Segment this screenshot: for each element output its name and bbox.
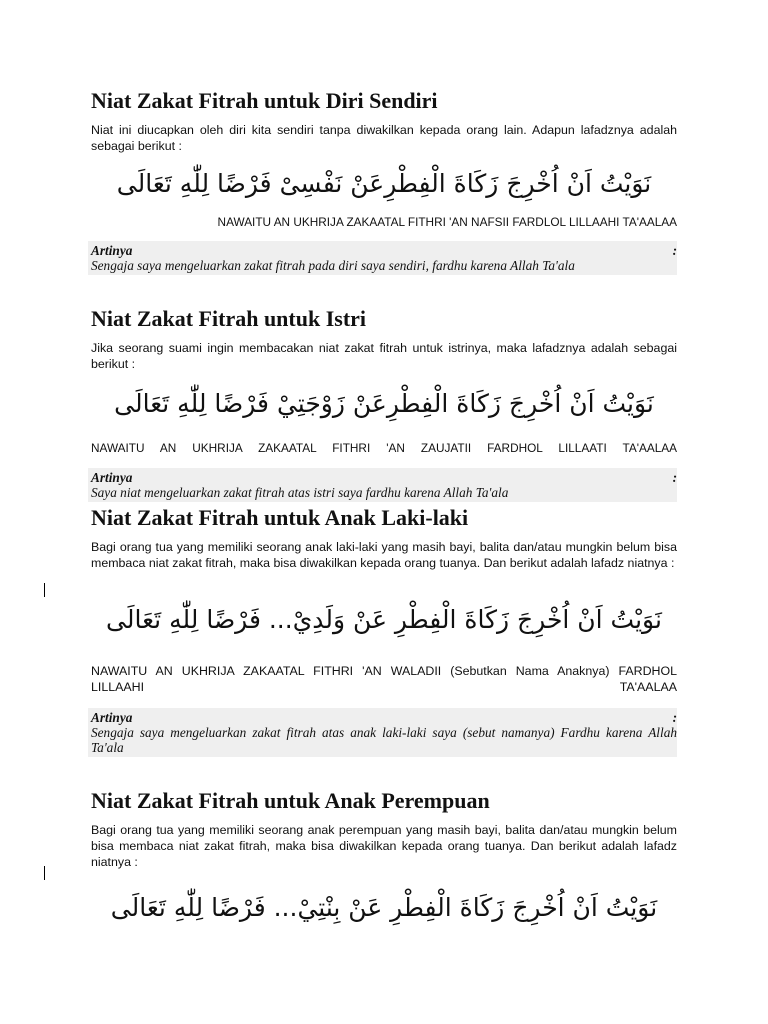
artinya-text: Sengaja saya mengeluarkan zakat fitrah pada diri saya sendiri, fardhu karena Allah Ta'ala	[91, 258, 575, 273]
artinya-box	[88, 708, 677, 757]
section-title: Niat Zakat Fitrah untuk Istri	[91, 306, 367, 331]
colon: :	[672, 470, 677, 485]
text-cursor	[44, 866, 45, 880]
section-title: Niat Zakat Fitrah untuk Diri Sendiri	[91, 88, 438, 113]
section-title: Niat Zakat Fitrah untuk Anak Perempuan	[91, 788, 490, 813]
arabic-niat: نَوَيْتُ اَنْ اُخْرِجَ زَكَاةَ الْفِطْرِعَنْ نَفْسِىْ فَرْضًا لِلّٰهِ تَعَالَى	[116, 169, 652, 198]
section-intro: Jika seorang suami ingin membacakan niat zakat fitrah untuk istrinya, maka lafadznya adalah sebagai berikut :	[91, 341, 677, 371]
colon: :	[672, 243, 677, 258]
colon: :	[672, 710, 677, 725]
arabic-niat: نَوَيْتُ اَنْ اُخْرِجَ زَكَاةَ الْفِطْرِ عَنْ وَلَدِيْ... فَرْضًا لِلّٰهِ تَعَالَى	[106, 605, 662, 634]
artinya-text: Saya niat mengeluarkan zakat fitrah atas istri saya fardhu karena Allah Ta'ala	[91, 485, 509, 500]
section-title: Niat Zakat Fitrah untuk Anak Laki-laki	[91, 505, 469, 530]
arabic-niat: نَوَيْتُ اَنْ اُخْرِجَ زَكَاةَ الْفِطْرِعَنْ زَوْجَتِيْ فَرْضًا لِلّٰهِ تَعَالَى	[114, 389, 654, 418]
section-intro: Bagi orang tua yang memiliki seorang anak perempuan yang masih bayi, balita dan/atau mungkin belum bisa membaca niat zakat fitrah, maka bisa diwakilkan kepada orang tuanya. Dan berikut adalah lafadz niatnya :	[91, 823, 677, 869]
latin-transliteration: NAWAITU AN UKHRIJA ZAKAATAL FITHRI 'AN WALADII (Sebutkan Nama Anaknya) FARDHOL LILLAAHI TA'AALAA	[91, 664, 677, 694]
latin-transliteration: NAWAITU AN UKHRIJA ZAKAATAL FITHRI 'AN ZAUJATII FARDHOL LILLAATI TA'AALAA	[91, 441, 677, 455]
text-cursor	[44, 583, 45, 597]
artinya-label: Artinya	[91, 710, 133, 725]
latin-transliteration: NAWAITU AN UKHRIJA ZAKAATAL FITHRI 'AN NAFSII FARDLOL LILLAAHI TA'AALAA	[217, 215, 677, 229]
artinya-box	[88, 468, 677, 502]
arabic-niat: نَوَيْتُ اَنْ اُخْرِجَ زَكَاةَ الْفِطْرِ عَنْ بِنْتِيْ... فَرْضًا لِلّٰهِ تَعَالَى	[110, 893, 658, 922]
artinya-label: Artinya	[91, 243, 133, 258]
artinya-box	[88, 241, 677, 275]
section-intro: Bagi orang tua yang memiliki seorang anak laki-laki yang masih bayi, balita dan/atau mungkin belum bisa membaca niat zakat fitrah, maka bisa diwakilkan kepada orang tuanya. Dan berikut adalah lafadz niatnya :	[91, 540, 677, 570]
section-intro: Niat ini diucapkan oleh diri kita sendiri tanpa diwakilkan kepada orang lain. Adapun lafadznya adalah sebagai berikut :	[91, 123, 677, 153]
artinya-label: Artinya	[91, 470, 133, 485]
artinya-text: Sengaja saya mengeluarkan zakat fitrah atas anak laki-laki saya (sebut namanya) Fardhu karena Allah Ta'ala	[91, 725, 677, 755]
